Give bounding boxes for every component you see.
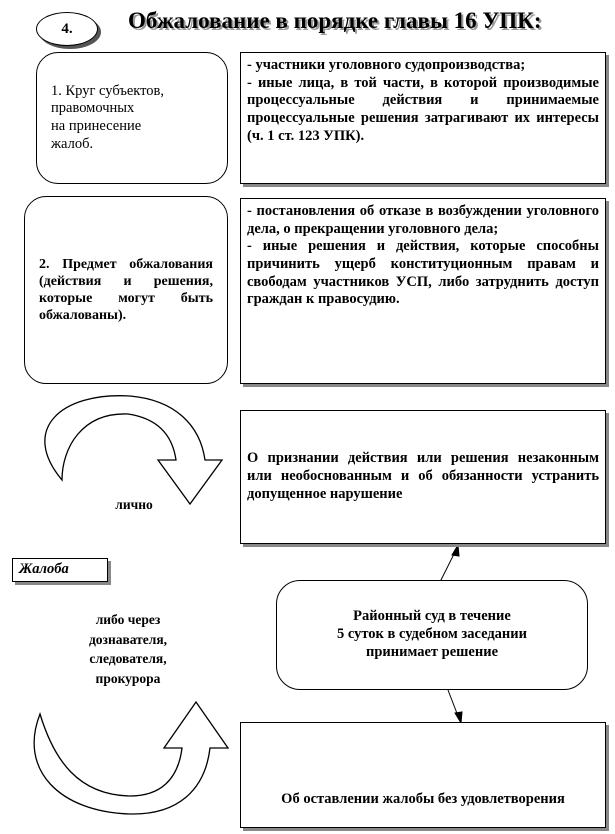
district-court-text: Районный суд в течение 5 суток в судебном заседании принимает решение: [336, 608, 527, 660]
outcome-dismissed-text: Об оставлении жалобы без удовлетворения: [281, 791, 565, 808]
via-officials-label: либо через дознавателя, следователя, прокурора: [88, 612, 168, 686]
district-court-box: [276, 580, 588, 690]
page-title: Обжалование в порядке главы 16 УПК:: [128, 8, 542, 33]
curved-arrow-bottom-icon: [34, 702, 228, 814]
subjects-item-2: - иные лица, в той части, в которой производимые процессуальные действия и принимаемые процессуальные решения затрагивают их интересы (ч. 1 ст. 123 УПК).: [247, 74, 599, 144]
subject-matter-item-2: - иные решения и действия, которые способны причинить ущерб конституционным правам и свободам участников УСП, либо затруднить доступ граждан к правосудию.: [247, 238, 599, 308]
outcome-dismissed-box: [240, 722, 606, 828]
personally-label: лично: [115, 497, 153, 512]
subject-matter-item-1: - постановления об отказе в возбуждении уголовного дела, о прекращении уголовного дела;: [247, 203, 599, 237]
connector-down: [448, 690, 462, 723]
subjects-item-1: - участники уголовного судопроизводства;: [247, 57, 526, 73]
subject-matter-label: 2. Предмет обжалования (действия и решения, которые могут быть обжалованы).: [39, 256, 213, 324]
outcome-unlawful-text: О признании действия или решения незаконным или необоснованным и об обязанности устранить допущенное нарушение: [247, 450, 599, 502]
connector-up: [440, 545, 459, 582]
outcome-unlawful-box: [240, 410, 606, 544]
subjects-label: 1. Круг субъектов, правомочных на принесение жалоб.: [51, 82, 165, 152]
curved-arrow-top-icon: [45, 396, 222, 504]
complaint-box: [12, 558, 108, 582]
section-number-badge: 4.: [36, 12, 98, 46]
complaint-label: Жалоба: [19, 561, 69, 577]
